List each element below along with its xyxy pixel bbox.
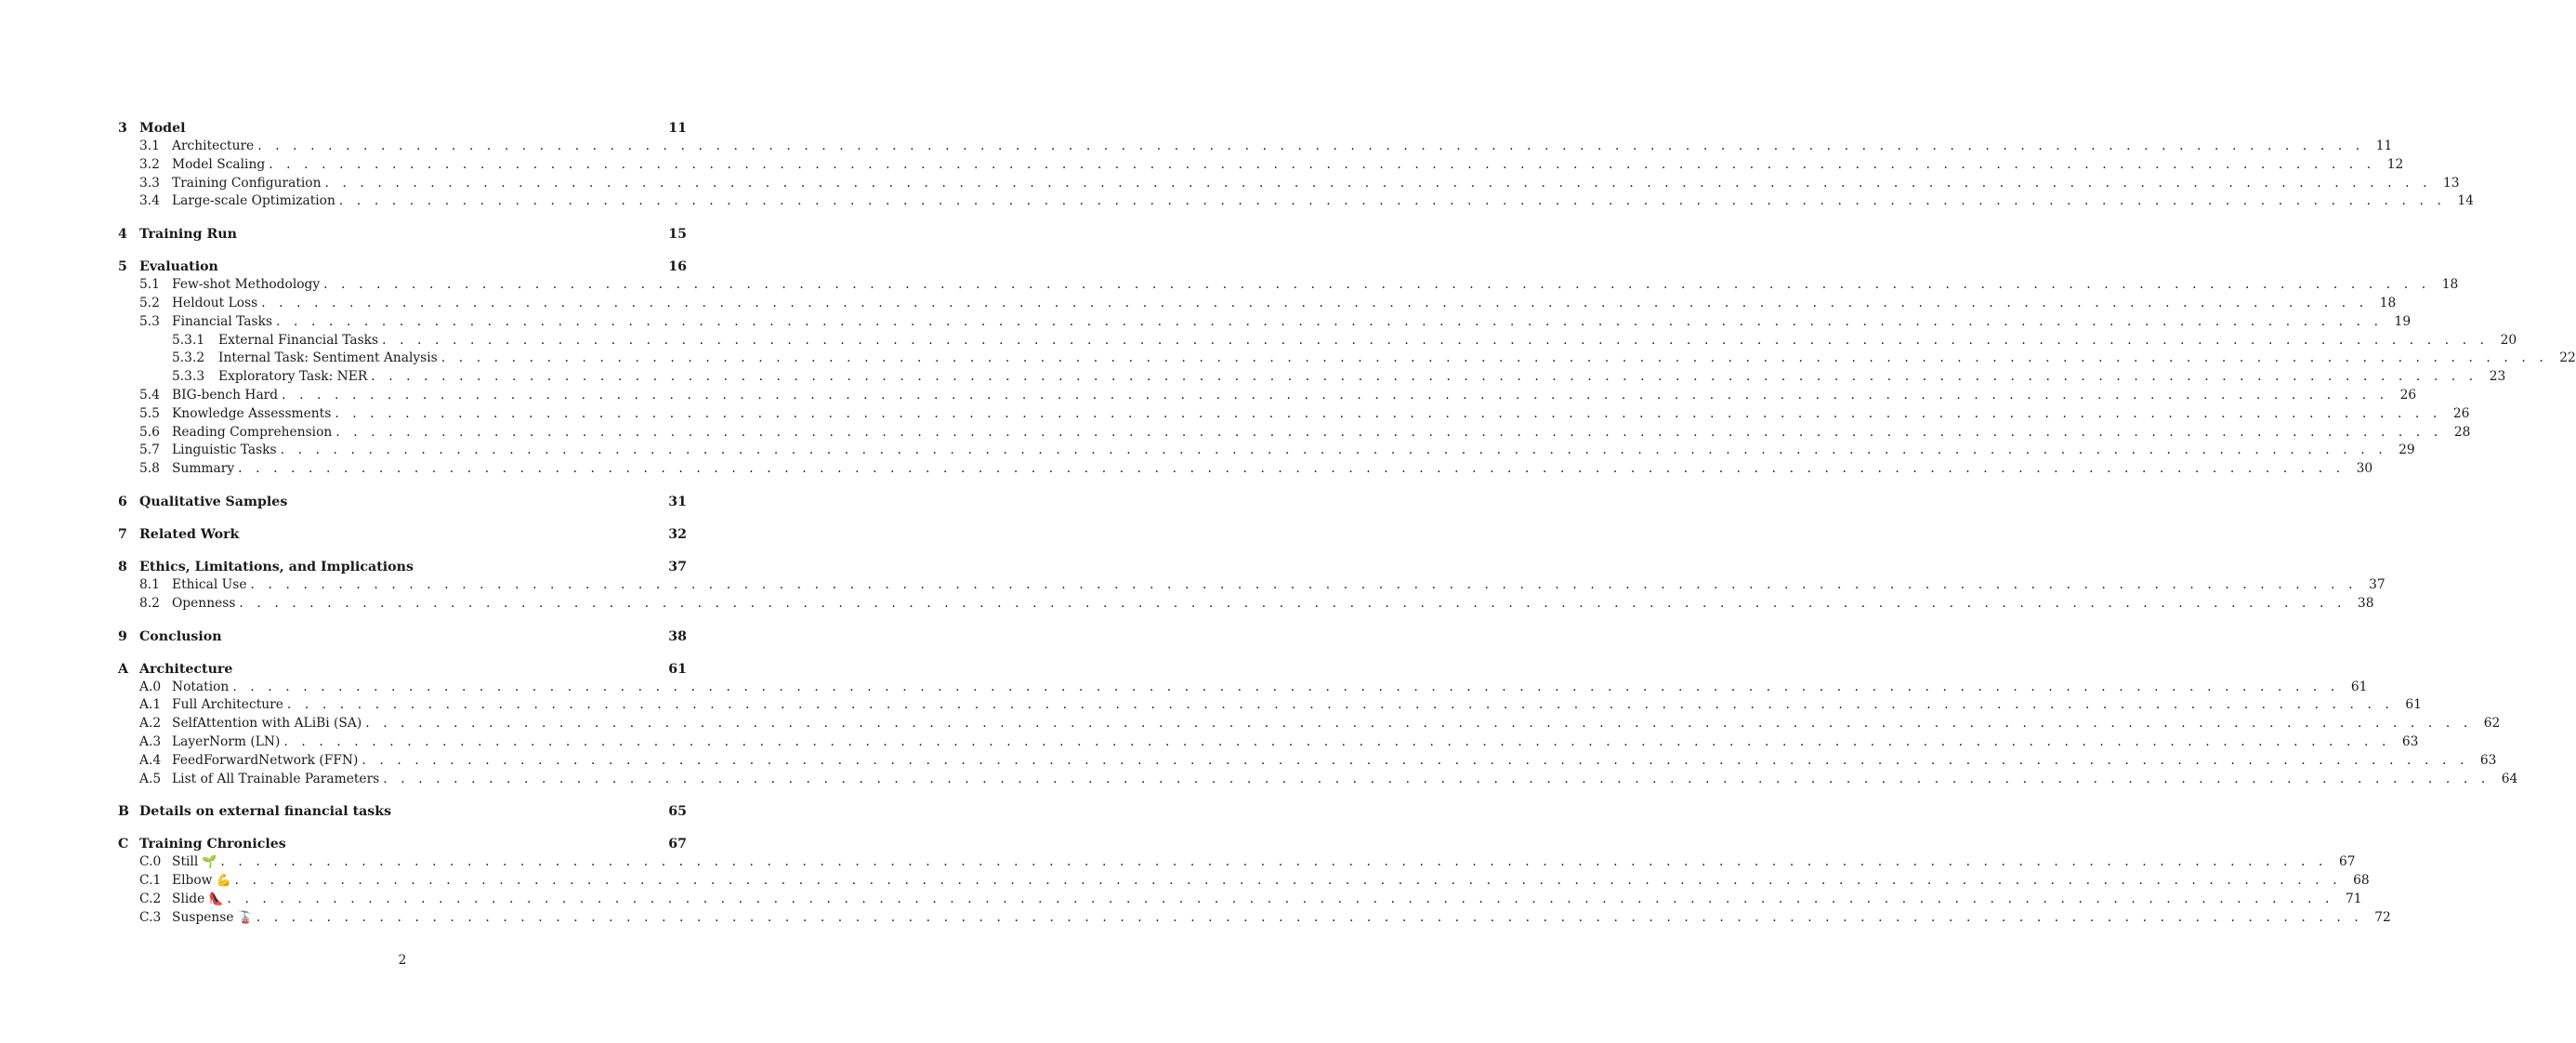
chapter-number: C <box>118 837 129 852</box>
toc-section[interactable] <box>118 138 2393 156</box>
section-page: 61 <box>2350 679 2368 694</box>
dot-leader: . . . . . . . . . . . . . . . . . . . . . . . . . . . . . . . . . . . . . . . . . . . . . . . . . . . . . . . . . . . . . . . . . . . . . . . . . . . . . . . . . . . . . . . . . . . . . . . . . . . . . . . . . . . . . . . . . . . . . . . . <box>286 697 2394 713</box>
section-page: 26 <box>2452 405 2470 421</box>
section-number: A.5 <box>139 771 162 786</box>
section-title-text: SelfAttention with ALiBi (SA) <box>172 716 362 732</box>
chapter-page: 65 <box>668 804 687 820</box>
toc-chapter[interactable] <box>118 835 687 853</box>
toc-section[interactable] <box>118 424 2471 442</box>
section-title <box>172 156 265 175</box>
section-title <box>218 350 438 368</box>
toc-chapter[interactable] <box>118 257 687 276</box>
section-page: 22 <box>2559 350 2576 366</box>
toc-section[interactable] <box>118 175 2460 193</box>
section-title-text: Slide <box>172 891 205 906</box>
section-title <box>172 891 223 909</box>
section-title <box>172 853 217 872</box>
toc-section[interactable] <box>118 696 2422 715</box>
chapter-number: 7 <box>118 526 127 542</box>
section-title <box>172 771 379 789</box>
section-number: 5.6 <box>139 424 160 440</box>
toc-section[interactable] <box>118 771 2518 789</box>
section-page: 18 <box>2379 295 2397 310</box>
section-number: 3.3 <box>139 175 160 191</box>
section-title-text: Knowledge Assessments <box>172 405 332 421</box>
chapter-title: Training Run <box>139 227 237 243</box>
chapter-title: Ethics, Limitations, and Implications <box>139 559 414 574</box>
section-page: 26 <box>2399 387 2417 403</box>
toc-section[interactable] <box>118 387 2417 405</box>
chapter-page: 38 <box>668 628 687 644</box>
toc-chapter[interactable] <box>118 558 687 576</box>
section-title <box>172 313 272 332</box>
dot-leader: . . . . . . . . . . . . . . . . . . . . . . . . . . . . . . . . . . . . . . . . . . . . . . . . . . . . . . . . . . . . . . . . . . . . . . . . . . . . . . . . . . . . . . . . . . . . . . . . . . . . . . . . . . . . . . . . . . . . . . . . <box>257 139 2365 153</box>
chapter-title: Training Chronicles <box>139 837 286 852</box>
chapter-number: 4 <box>118 227 127 243</box>
section-number: C.1 <box>139 873 162 889</box>
section-number: A.2 <box>139 716 162 732</box>
dot-leader: . . . . . . . . . . . . . . . . . . . . . . . . . . . . . . . . . . . . . . . . . . . . . . . . . . . . . . . . . . . . . . . . . . . . . . . . . . . . . . . . . . . . . . . . . . . . . . . . . . . . . . . . . . . . . . . . . . . . . . . . <box>238 461 2346 477</box>
dot-leader: . . . . . . . . . . . . . . . . . . . . . . . . . . . . . . . . . . . . . . . . . . . . . . . . . . . . . . . . . . . . . . . . . . . . . . . . . . . . . . . . . . . . . . . . . . . . . . . . . . . . . . . . . . . . . . . . . . . . . . . . <box>338 193 2446 209</box>
chapter-number: 6 <box>118 494 127 509</box>
toc-section[interactable] <box>118 156 2404 175</box>
dot-leader: . . . . . . . . . . . . . . . . . . . . . . . . . . . . . . . . . . . . . . . . . . . . . . . . . . . . . . . . . . . . . . . . . . . . . . . . . . . . . . . . . . . . . . . . . . . . . . . . . . . . . . . . . . . . . . . . . . . . . . . . <box>371 369 2478 385</box>
section-title <box>172 424 332 442</box>
section-page: 11 <box>2375 139 2393 153</box>
section-number: A.0 <box>139 679 162 694</box>
section-title <box>172 387 278 405</box>
seedling-icon: 🌱 <box>202 855 217 870</box>
chapter-number: B <box>118 804 129 820</box>
section-title-text: List of All Trainable Parameters <box>172 771 380 786</box>
section-page: 19 <box>2394 313 2412 329</box>
section-page: 61 <box>2405 697 2422 713</box>
toc-subsection[interactable] <box>118 350 2576 368</box>
section-title <box>172 442 277 460</box>
chapter-title: Related Work <box>139 526 240 542</box>
toc-section[interactable] <box>118 313 2412 332</box>
aerial-tramway-icon: 🚡 <box>237 910 253 925</box>
section-page: 63 <box>2479 752 2497 768</box>
section-title-text: Still <box>172 854 199 870</box>
section-title <box>172 752 358 771</box>
section-page: 72 <box>2374 909 2391 925</box>
section-number: C.2 <box>139 891 162 906</box>
section-number: 3.2 <box>139 156 160 172</box>
section-title-text: FeedForwardNetwork (FFN) <box>172 752 359 768</box>
section-page: 64 <box>2501 771 2518 786</box>
section-title-text: Architecture <box>172 139 255 153</box>
section-page: 38 <box>2357 595 2374 611</box>
section-title-text: LayerNorm (LN) <box>172 733 281 749</box>
toc-section[interactable] <box>118 460 2373 479</box>
dot-leader: . . . . . . . . . . . . . . . . . . . . . . . . . . . . . . . . . . . . . . . . . . . . . . . . . . . . . . . . . . . . . . . . . . . . . . . . . . . . . . . . . . . . . . . . . . . . . . . . . . . . . . . . . . . . . . . . . . . . . . . . <box>440 350 2548 366</box>
toc-subsection[interactable] <box>118 368 2506 387</box>
page-number: 2 <box>398 953 407 968</box>
toc-subsection[interactable] <box>118 332 2517 350</box>
section-title <box>172 276 320 295</box>
section-page: 67 <box>2338 854 2356 870</box>
section-page: 63 <box>2401 733 2419 749</box>
section-page: 23 <box>2489 369 2506 385</box>
section-title-text: BIG-bench Hard <box>172 387 279 403</box>
section-page: 20 <box>2500 332 2517 348</box>
toc-chapter[interactable] <box>118 627 687 646</box>
table-of-contents <box>118 119 2576 928</box>
toc-section[interactable] <box>118 576 2385 595</box>
section-title-text: Summary <box>172 461 235 477</box>
section-title <box>172 909 253 928</box>
section-number: 5.5 <box>139 405 160 421</box>
section-title <box>218 368 367 387</box>
section-title-text: Suspense <box>172 909 234 925</box>
section-number: 3.4 <box>139 193 160 209</box>
section-number: 5.4 <box>139 387 160 403</box>
section-title <box>172 138 254 156</box>
toc-section[interactable] <box>118 733 2419 752</box>
section-number: 8.1 <box>139 576 160 592</box>
section-title-text: Exploratory Task: NER <box>218 369 368 385</box>
high-heel-icon: 👠 <box>208 891 224 906</box>
dot-leader: . . . . . . . . . . . . . . . . . . . . . . . . . . . . . . . . . . . . . . . . . . . . . . . . . . . . . . . . . . . . . . . . . . . . . . . . . . . . . . . . . . . . . . . . . . . . . . . . . . . . . . . . . . . . . . . . . . . . . . . . <box>335 405 2442 421</box>
dot-leader: . . . . . . . . . . . . . . . . . . . . . . . . . . . . . . . . . . . . . . . . . . . . . . . . . . . . . . . . . . . . . . . . . . . . . . . . . . . . . . . . . . . . . . . . . . . . . . . . . . . . . . . . . . . . . . . . . . . . . . . . <box>234 873 2342 889</box>
toc-chapter[interactable] <box>118 802 687 821</box>
toc-section[interactable] <box>118 405 2470 424</box>
dot-leader: . . . . . . . . . . . . . . . . . . . . . . . . . . . . . . . . . . . . . . . . . . . . . . . . . . . . . . . . . . . . . . . . . . . . . . . . . . . . . . . . . . . . . . . . . . . . . . . . . . . . . . . . . . . . . . . . . . . . . . . . <box>361 752 2469 768</box>
section-number: 5.8 <box>139 461 160 477</box>
chapter-number: A <box>118 661 129 677</box>
toc-section[interactable] <box>118 295 2397 313</box>
section-page: 18 <box>2441 277 2459 293</box>
chapter-number: 3 <box>118 121 127 136</box>
section-title-text: Model Scaling <box>172 156 266 172</box>
section-number: 5.7 <box>139 442 160 458</box>
dot-leader: . . . . . . . . . . . . . . . . . . . . . . . . . . . . . . . . . . . . . . . . . . . . . . . . . . . . . . . . . . . . . . . . . . . . . . . . . . . . . . . . . . . . . . . . . . . . . . . . . . . . . . . . . . . . . . . . . . . . . . . . <box>227 891 2334 906</box>
dot-leader: . . . . . . . . . . . . . . . . . . . . . . . . . . . . . . . . . . . . . . . . . . . . . . . . . . . . . . . . . . . . . . . . . . . . . . . . . . . . . . . . . . . . . . . . . . . . . . . . . . . . . . . . . . . . . . . . . . . . . . . . <box>323 277 2431 293</box>
toc-section[interactable] <box>118 442 2415 460</box>
section-title-text: External Financial Tasks <box>218 332 379 348</box>
dot-leader: . . . . . . . . . . . . . . . . . . . . . . . . . . . . . . . . . . . . . . . . . . . . . . . . . . . . . . . . . . . . . . . . . . . . . . . . . . . . . . . . . . . . . . . . . . . . . . . . . . . . . . . . . . . . . . . . . . . . . . . . <box>365 716 2473 732</box>
toc-section[interactable] <box>118 192 2474 211</box>
dot-leader: . . . . . . . . . . . . . . . . . . . . . . . . . . . . . . . . . . . . . . . . . . . . . . . . . . . . . . . . . . . . . . . . . . . . . . . . . . . . . . . . . . . . . . . . . . . . . . . . . . . . . . . . . . . . . . . . . . . . . . . . <box>250 576 2358 592</box>
section-number: 8.2 <box>139 595 160 611</box>
section-title <box>172 576 247 595</box>
section-title-text: Linguistic Tasks <box>172 442 277 458</box>
section-title <box>172 595 235 614</box>
section-number: 3.1 <box>139 139 160 153</box>
toc-section[interactable] <box>118 909 2391 928</box>
dot-leader: . . . . . . . . . . . . . . . . . . . . . . . . . . . . . . . . . . . . . . . . . . . . . . . . . . . . . . . . . . . . . . . . . . . . . . . . . . . . . . . . . . . . . . . . . . . . . . . . . . . . . . . . . . . . . . . . . . . . . . . . <box>276 313 2384 329</box>
chapter-title: Model <box>139 121 186 136</box>
flexed-biceps-icon: 💪 <box>216 874 231 889</box>
section-title-text: Ethical Use <box>172 576 247 592</box>
toc-section[interactable] <box>118 276 2459 295</box>
dot-leader: . . . . . . . . . . . . . . . . . . . . . . . . . . . . . . . . . . . . . . . . . . . . . . . . . . . . . . . . . . . . . . . . . . . . . . . . . . . . . . . . . . . . . . . . . . . . . . . . . . . . . . . . . . . . . . . . . . . . . . . . <box>335 424 2443 440</box>
dot-leader: . . . . . . . . . . . . . . . . . . . . . . . . . . . . . . . . . . . . . . . . . . . . . . . . . . . . . . . . . . . . . . . . . . . . . . . . . . . . . . . . . . . . . . . . . . . . . . . . . . . . . . . . . . . . . . . . . . . . . . . . <box>324 175 2432 191</box>
section-number: C.3 <box>139 909 162 925</box>
section-title <box>172 715 361 733</box>
section-title-text: Heldout Loss <box>172 295 258 310</box>
section-page: 28 <box>2453 424 2471 440</box>
section-number: A.3 <box>139 733 162 749</box>
section-page: 37 <box>2369 576 2385 592</box>
section-page: 62 <box>2483 716 2501 732</box>
section-page: 71 <box>2345 891 2362 906</box>
section-number: 5.1 <box>139 277 160 293</box>
toc-chapter[interactable] <box>118 225 687 244</box>
dot-leader: . . . . . . . . . . . . . . . . . . . . . . . . . . . . . . . . . . . . . . . . . . . . . . . . . . . . . . . . . . . . . . . . . . . . . . . . . . . . . . . . . . . . . . . . . . . . . . . . . . . . . . . . . . . . . . . . . . . . . . . . <box>283 733 2391 749</box>
dot-leader: . . . . . . . . . . . . . . . . . . . . . . . . . . . . . . . . . . . . . . . . . . . . . . . . . . . . . . . . . . . . . . . . . . . . . . . . . . . . . . . . . . . . . . . . . . . . . . . . . . . . . . . . . . . . . . . . . . . . . . . . <box>383 771 2491 786</box>
toc-section[interactable] <box>118 715 2501 733</box>
dot-leader: . . . . . . . . . . . . . . . . . . . . . . . . . . . . . . . . . . . . . . . . . . . . . . . . . . . . . . . . . . . . . . . . . . . . . . . . . . . . . . . . . . . . . . . . . . . . . . . . . . . . . . . . . . . . . . . . . . . . . . . . <box>220 854 2328 870</box>
section-title-text: Notation <box>172 679 230 694</box>
section-title <box>172 295 257 313</box>
dot-leader: . . . . . . . . . . . . . . . . . . . . . . . . . . . . . . . . . . . . . . . . . . . . . . . . . . . . . . . . . . . . . . . . . . . . . . . . . . . . . . . . . . . . . . . . . . . . . . . . . . . . . . . . . . . . . . . . . . . . . . . . <box>382 332 2490 348</box>
section-title-text: Full Architecture <box>172 697 283 713</box>
section-page: 29 <box>2399 442 2415 458</box>
section-title <box>172 460 234 479</box>
section-title-text: Reading Comprehension <box>172 424 333 440</box>
dot-leader: . . . . . . . . . . . . . . . . . . . . . . . . . . . . . . . . . . . . . . . . . . . . . . . . . . . . . . . . . . . . . . . . . . . . . . . . . . . . . . . . . . . . . . . . . . . . . . . . . . . . . . . . . . . . . . . . . . . . . . . . <box>256 909 2363 925</box>
section-title <box>172 679 229 697</box>
dot-leader: . . . . . . . . . . . . . . . . . . . . . . . . . . . . . . . . . . . . . . . . . . . . . . . . . . . . . . . . . . . . . . . . . . . . . . . . . . . . . . . . . . . . . . . . . . . . . . . . . . . . . . . . . . . . . . . . . . . . . . . . <box>280 442 2387 458</box>
chapter-number: 8 <box>118 559 127 574</box>
dot-leader: . . . . . . . . . . . . . . . . . . . . . . . . . . . . . . . . . . . . . . . . . . . . . . . . . . . . . . . . . . . . . . . . . . . . . . . . . . . . . . . . . . . . . . . . . . . . . . . . . . . . . . . . . . . . . . . . . . . . . . . . <box>282 387 2389 403</box>
section-title-text: Financial Tasks <box>172 313 273 329</box>
toc-chapter[interactable] <box>118 660 687 679</box>
chapter-title: Conclusion <box>139 628 222 644</box>
section-title <box>172 696 283 715</box>
chapter-page: 15 <box>668 227 687 243</box>
section-page: 14 <box>2457 193 2474 209</box>
section-title <box>172 733 280 752</box>
toc-chapter[interactable] <box>118 525 687 544</box>
section-number: A.1 <box>139 697 162 713</box>
toc-chapter[interactable] <box>118 119 687 138</box>
section-title-text: Elbow <box>172 873 213 889</box>
chapter-page: 32 <box>668 526 687 542</box>
section-number: 5.3.2 <box>172 350 205 366</box>
chapter-page: 16 <box>668 259 687 275</box>
section-number: 5.3.1 <box>172 332 205 348</box>
chapter-title: Details on external financial tasks <box>139 804 392 820</box>
toc-section[interactable] <box>118 853 2356 872</box>
section-title <box>172 872 231 891</box>
section-title-text: Openness <box>172 595 236 611</box>
section-number: 5.3.3 <box>172 369 205 385</box>
toc-section[interactable] <box>118 595 2374 614</box>
section-number: C.0 <box>139 854 162 870</box>
dot-leader: . . . . . . . . . . . . . . . . . . . . . . . . . . . . . . . . . . . . . . . . . . . . . . . . . . . . . . . . . . . . . . . . . . . . . . . . . . . . . . . . . . . . . . . . . . . . . . . . . . . . . . . . . . . . . . . . . . . . . . . . <box>269 156 2376 172</box>
section-title <box>172 405 331 424</box>
section-page: 68 <box>2353 873 2370 889</box>
chapter-title: Evaluation <box>139 259 218 275</box>
toc-section[interactable] <box>118 752 2497 771</box>
chapter-page: 11 <box>668 121 687 136</box>
chapter-title: Architecture <box>139 661 233 677</box>
section-number: 5.3 <box>139 313 160 329</box>
toc-section[interactable] <box>118 679 2368 697</box>
chapter-title: Qualitative Samples <box>139 494 288 509</box>
section-page: 12 <box>2386 156 2404 172</box>
section-title <box>172 192 335 211</box>
dot-leader: . . . . . . . . . . . . . . . . . . . . . . . . . . . . . . . . . . . . . . . . . . . . . . . . . . . . . . . . . . . . . . . . . . . . . . . . . . . . . . . . . . . . . . . . . . . . . . . . . . . . . . . . . . . . . . . . . . . . . . . . <box>239 595 2346 611</box>
toc-section[interactable] <box>118 872 2370 891</box>
section-page: 13 <box>2443 175 2460 191</box>
chapter-page: 67 <box>668 837 687 852</box>
toc-chapter[interactable] <box>118 493 687 511</box>
chapter-page: 61 <box>668 661 687 677</box>
toc-section[interactable] <box>118 891 2362 909</box>
section-title-text: Internal Task: Sentiment Analysis <box>218 350 438 366</box>
section-title-text: Few-shot Methodology <box>172 277 321 293</box>
section-title <box>172 175 321 193</box>
section-title-text: Large-scale Optimization <box>172 193 335 209</box>
dot-leader: . . . . . . . . . . . . . . . . . . . . . . . . . . . . . . . . . . . . . . . . . . . . . . . . . . . . . . . . . . . . . . . . . . . . . . . . . . . . . . . . . . . . . . . . . . . . . . . . . . . . . . . . . . . . . . . . . . . . . . . . <box>261 295 2369 310</box>
section-page: 30 <box>2356 461 2373 477</box>
section-number: 5.2 <box>139 295 160 310</box>
chapter-number: 9 <box>118 628 127 644</box>
chapter-page: 37 <box>668 559 687 574</box>
section-title <box>218 332 378 350</box>
section-number: A.4 <box>139 752 162 768</box>
chapter-number: 5 <box>118 259 127 275</box>
section-title-text: Training Configuration <box>172 175 322 191</box>
dot-leader: . . . . . . . . . . . . . . . . . . . . . . . . . . . . . . . . . . . . . . . . . . . . . . . . . . . . . . . . . . . . . . . . . . . . . . . . . . . . . . . . . . . . . . . . . . . . . . . . . . . . . . . . . . . . . . . . . . . . . . . . <box>232 679 2340 694</box>
chapter-page: 31 <box>668 494 687 509</box>
